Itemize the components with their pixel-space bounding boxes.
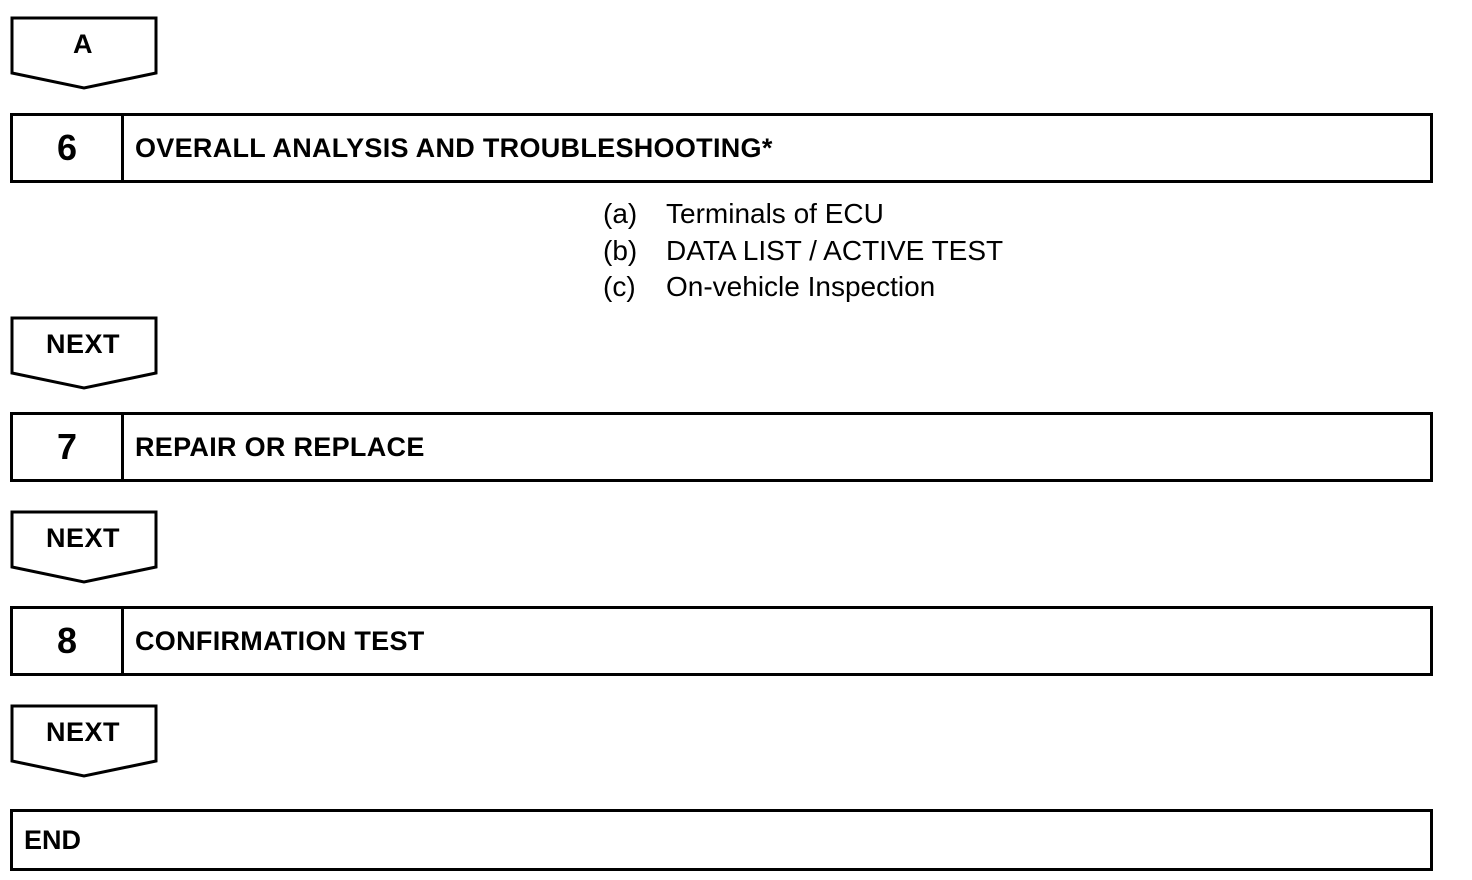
next-label: NEXT <box>45 717 120 747</box>
next-tag <box>10 510 158 584</box>
sub-item-marker: (b) <box>603 234 638 266</box>
step-number: 6 <box>13 116 124 180</box>
step-8-box <box>10 606 1433 676</box>
sub-item-text: Terminals of ECU <box>666 198 884 230</box>
next-tag <box>10 316 158 390</box>
sub-item-text: DATA LIST / ACTIVE TEST <box>666 234 1004 266</box>
connector-a-label: A <box>73 29 93 59</box>
end-label: END <box>24 824 82 855</box>
step-7-box <box>10 412 1433 482</box>
connector-a-tag <box>10 16 158 90</box>
next-tag <box>10 704 158 778</box>
sub-item <box>603 233 1003 270</box>
next-label: NEXT <box>45 523 120 553</box>
step-number: 7 <box>13 415 124 479</box>
sub-item-marker: (c) <box>603 271 636 303</box>
step-6-box <box>10 113 1433 183</box>
sub-item-marker: (a) <box>603 198 638 230</box>
sub-item <box>603 196 1003 233</box>
next-label: NEXT <box>45 329 120 359</box>
sub-item-list <box>603 196 1003 306</box>
step-title: REPAIR OR REPLACE <box>135 431 425 462</box>
step-number: 8 <box>13 609 124 673</box>
step-title: OVERALL ANALYSIS AND TROUBLESHOOTING* <box>135 132 773 163</box>
step-title: CONFIRMATION TEST <box>135 625 425 656</box>
end-box <box>10 809 1433 871</box>
sub-item-text: On-vehicle Inspection <box>666 271 936 303</box>
sub-item <box>603 269 1003 306</box>
